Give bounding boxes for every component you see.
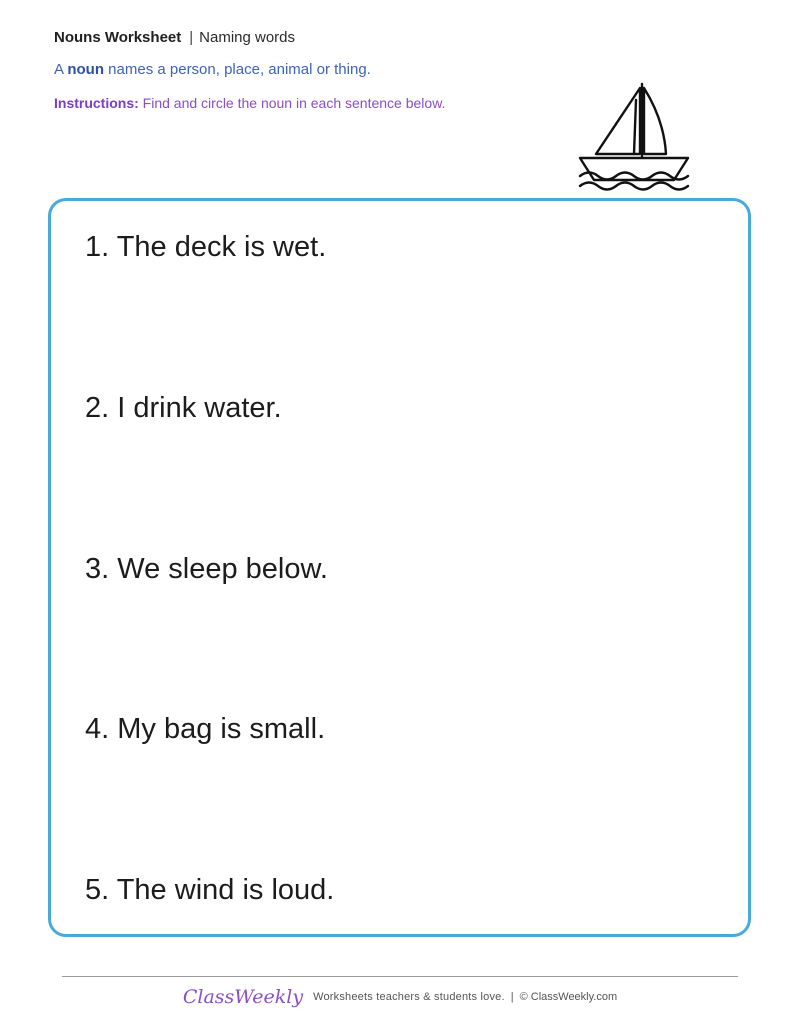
- footer-copyright: © ClassWeekly.com: [519, 991, 618, 1003]
- question-3: 3. We sleep below.: [85, 553, 328, 585]
- header-separator: |: [189, 29, 194, 46]
- definition-rest: names a person, place, animal or thing.: [104, 61, 371, 78]
- sailboat-icon: [576, 80, 694, 196]
- question-2: 2. I drink water.: [85, 392, 282, 424]
- worksheet-header: [54, 28, 295, 48]
- footer-separator: |: [510, 991, 514, 1003]
- definition-keyword: noun: [67, 61, 105, 78]
- instructions-text: Find and circle the noun in each sentence below.: [138, 95, 446, 111]
- footer-tagline: Worksheets teachers & students love.: [313, 991, 505, 1003]
- definition-prefix: A: [54, 61, 68, 78]
- boat-jib-sail: [644, 88, 666, 154]
- footer-divider: [62, 976, 738, 977]
- footer: [0, 986, 800, 1008]
- wave-line-2: [580, 183, 688, 190]
- worksheet-subtitle: Naming words: [199, 29, 296, 46]
- question-5: 5. The wind is loud.: [85, 874, 335, 906]
- question-4: 4. My bag is small.: [85, 713, 326, 745]
- instructions-label: Instructions:: [54, 95, 139, 111]
- brand-logo: ClassWeekly: [182, 986, 304, 1008]
- questions-box: [48, 198, 751, 937]
- worksheet-title: Nouns Worksheet: [54, 29, 182, 46]
- wave-line-1: [580, 173, 688, 180]
- instructions: [54, 94, 445, 112]
- boat-sail-line: [634, 100, 636, 154]
- noun-definition: [54, 60, 371, 80]
- question-1: 1. The deck is wet.: [85, 231, 327, 263]
